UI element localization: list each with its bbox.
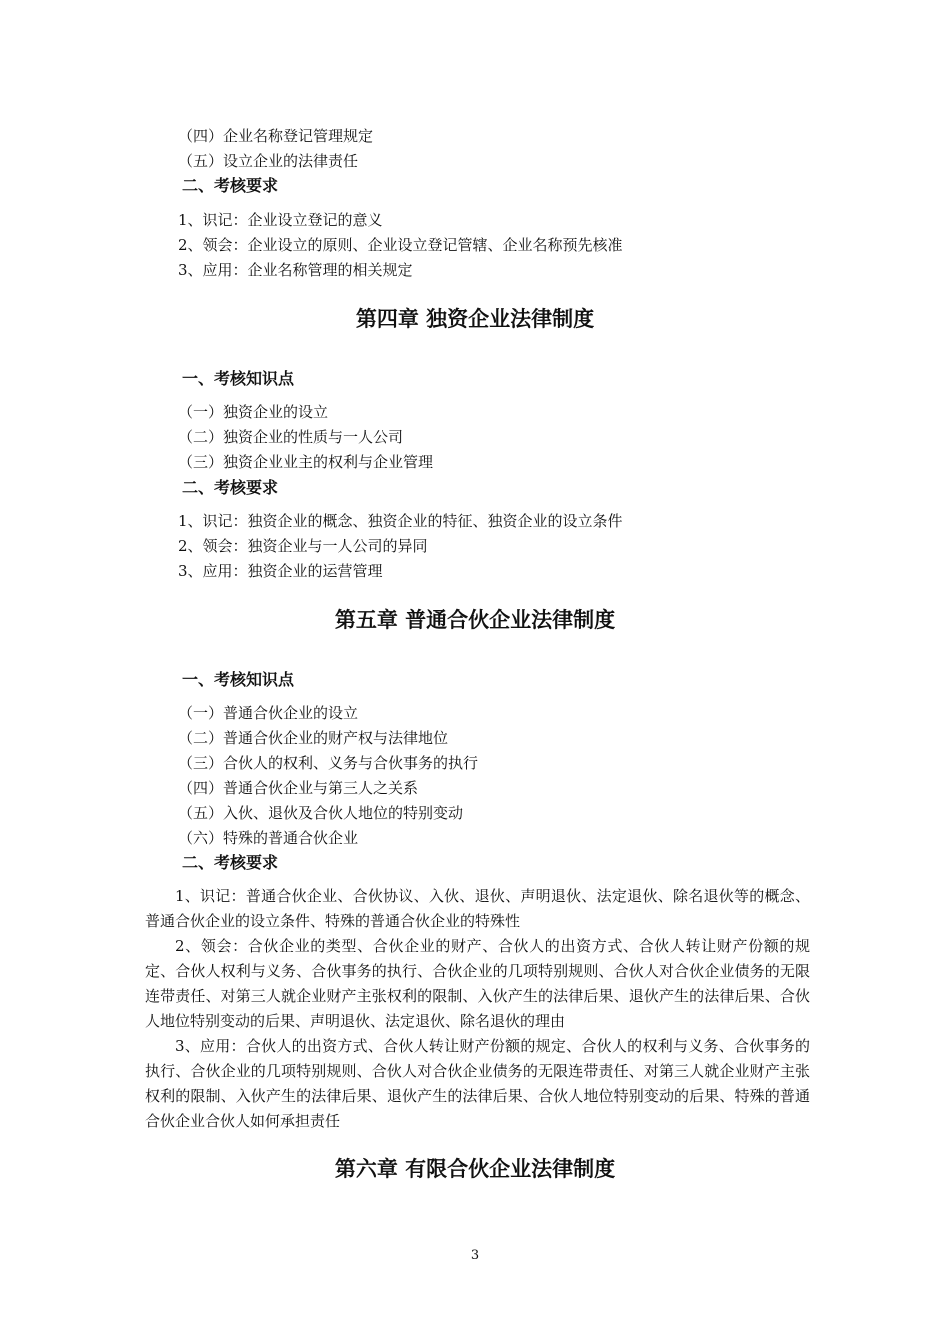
section-heading: 二、考核要求	[182, 478, 279, 497]
list-item: 3、应用：独资企业的运营管理	[178, 562, 383, 580]
section-heading: 二、考核要求	[182, 176, 279, 195]
chapter-title: 第六章 有限合伙企业法律制度	[334, 1157, 616, 1181]
section-heading: 一、考核知识点	[182, 670, 295, 689]
requirement-paragraph: 3、应用：合伙人的出资方式、合伙人转让财产份额的规定、合伙人的权利与义务、合伙事务的执行、合伙企业的几项特别规则、合伙人对合伙企业债务的无限连带责任、对第三人就企业财产主张权利的限制、入伙产生的法律后果、退伙产生的法律后果、合伙人地位特别变动的后果、特殊的普通合伙企业合伙人如何承担责任	[145, 1037, 810, 1130]
section-heading: 二、考核要求	[182, 853, 279, 872]
section-heading: 一、考核知识点	[182, 369, 295, 388]
list-item: （五）设立企业的法律责任	[178, 152, 359, 170]
requirement-paragraph: 2、领会：合伙企业的类型、合伙企业的财产、合伙人的出资方式、合伙人转让财产份额的规定、合伙人权利与义务、合伙事务的执行、合伙企业的几项特别规则、合伙人对合伙企业债务的无限连带责任、对第三人就企业财产主张权利的限制、入伙产生的法律后果、退伙产生的法律后果、合伙人地位特别变动的后果、声明退伙、法定退伙、除名退伙的理由	[145, 937, 810, 1030]
list-item: 2、领会：企业设立的原则、企业设立登记管辖、企业名称预先核准	[178, 236, 623, 254]
chapter-title: 第四章 独资企业法律制度	[355, 307, 595, 331]
list-item: 3、应用：企业名称管理的相关规定	[178, 261, 413, 279]
list-item: （五）入伙、退伙及合伙人地位的特别变动	[178, 804, 464, 822]
list-item: （三）独资企业业主的权利与企业管理	[178, 453, 434, 471]
list-item: （六）特殊的普通合伙企业	[178, 829, 359, 847]
list-item: （一）普通合伙企业的设立	[178, 704, 359, 722]
list-item: （二）独资企业的性质与一人公司	[178, 428, 404, 446]
list-item: 1、识记：独资企业的概念、独资企业的特征、独资企业的设立条件	[178, 512, 623, 530]
list-item: 2、领会：独资企业与一人公司的异同	[178, 537, 428, 555]
page-number: 3	[470, 1248, 480, 1263]
list-item: （一）独资企业的设立	[178, 403, 329, 421]
list-item: （二）普通合伙企业的财产权与法律地位	[178, 729, 449, 747]
requirement-paragraph: 1、识记：普通合伙企业、合伙协议、入伙、退伙、声明退伙、法定退伙、除名退伙等的概念、普通合伙企业的设立条件、特殊的普通合伙企业的特殊性	[145, 887, 810, 930]
list-item: （三）合伙人的权利、义务与合伙事务的执行	[178, 754, 479, 772]
list-item: 1、识记：企业设立登记的意义	[178, 211, 383, 229]
list-item: （四）普通合伙企业与第三人之关系	[178, 779, 419, 797]
list-item: （四）企业名称登记管理规定	[178, 127, 374, 145]
chapter-title: 第五章 普通合伙企业法律制度	[334, 608, 616, 632]
